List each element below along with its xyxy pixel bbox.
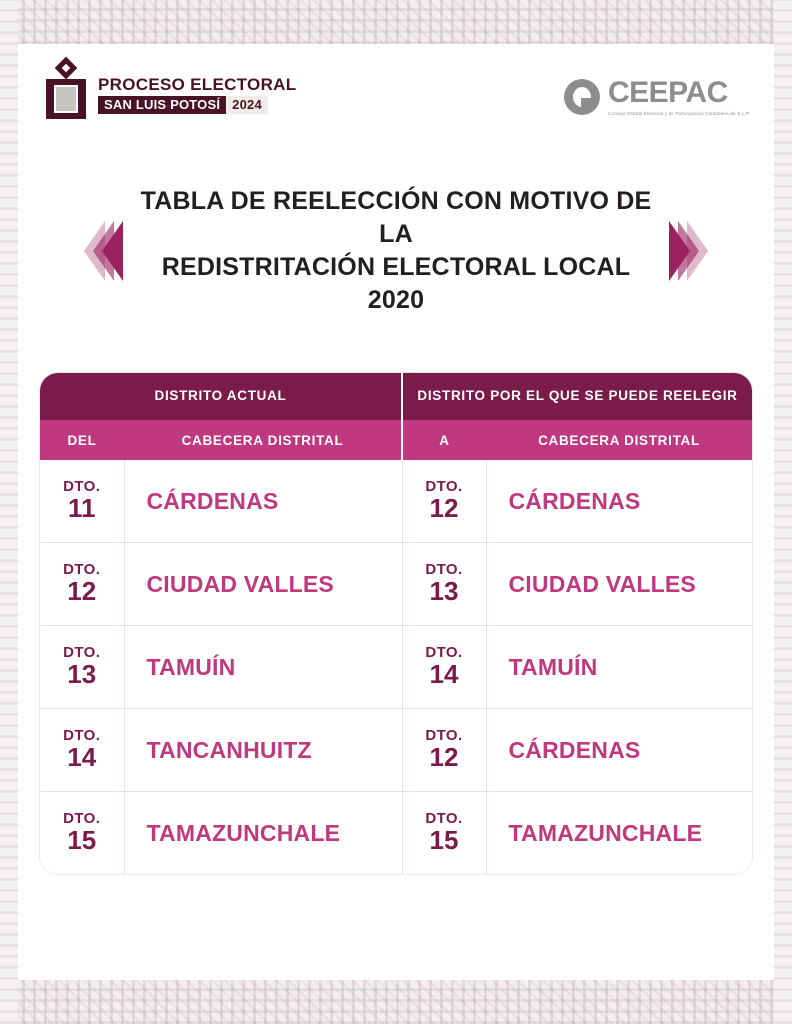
cell-to-district — [402, 543, 486, 626]
ceepac-tagline: Consejo Estatal Electoral y de Participación Ciudadana de S.L.P. — [607, 111, 750, 116]
dto-number: 12 — [429, 742, 459, 773]
dto-number: 14 — [67, 742, 97, 773]
cell-from-city: CÁRDENAS — [124, 460, 402, 543]
table-row — [40, 792, 752, 875]
cell-from-city: TAMAZUNCHALE — [124, 792, 402, 875]
table-row — [40, 460, 752, 543]
dto-number: 13 — [429, 576, 459, 607]
dto-label: DTO. — [63, 810, 101, 828]
dto-number: 12 — [67, 576, 97, 607]
dto-number: 15 — [67, 825, 97, 856]
column-header-a: A — [402, 420, 486, 460]
proceso-electoral-title: PROCESO ELECTORAL — [98, 75, 297, 94]
ceepac-name: CEEPAC — [607, 76, 728, 109]
dto-number: 15 — [429, 825, 459, 856]
cell-to-district — [402, 626, 486, 709]
cell-from-city: CIUDAD VALLES — [124, 543, 402, 626]
dto-number: 12 — [429, 493, 459, 524]
table-column-header-row — [40, 420, 752, 460]
column-header-del: DEL — [40, 420, 124, 460]
proceso-electoral-state: SAN LUIS POTOSÍ — [98, 96, 226, 114]
dto-number: 13 — [67, 659, 97, 690]
cell-from-city: TAMUÍN — [124, 626, 402, 709]
ceepac-logo — [564, 78, 750, 116]
cell-to-district — [402, 460, 486, 543]
dto-label: DTO. — [63, 644, 101, 662]
cell-from-district — [40, 460, 124, 543]
cell-from-city: TANCANHUITZ — [124, 709, 402, 792]
decorative-top-border — [0, 0, 792, 44]
cell-to-city: CÁRDENAS — [486, 460, 752, 543]
group-header-current-district: DISTRITO ACTUAL — [40, 373, 402, 420]
dto-number: 14 — [429, 659, 459, 690]
cell-to-district — [402, 792, 486, 875]
cell-from-district — [40, 626, 124, 709]
table-row — [40, 626, 752, 709]
dto-label: DTO. — [425, 644, 463, 662]
decorative-left-border — [0, 0, 18, 1024]
ceepac-swirl-icon — [564, 79, 600, 115]
page-title-line1: TABLA DE REELECCIÓN CON MOTIVO DE LA — [140, 187, 652, 248]
dto-label: DTO. — [63, 561, 101, 579]
cell-to-city: CÁRDENAS — [486, 709, 752, 792]
cell-to-district — [402, 709, 486, 792]
title-band — [0, 187, 792, 314]
table-row — [40, 709, 752, 792]
dto-label: DTO. — [425, 810, 463, 828]
cell-to-city: CIUDAD VALLES — [486, 543, 752, 626]
reelection-table-container — [40, 373, 752, 874]
double-chevron-left-icon — [90, 221, 117, 281]
proceso-electoral-year: 2024 — [226, 96, 268, 114]
table-row — [40, 543, 752, 626]
cell-from-district — [40, 792, 124, 875]
page-title — [131, 185, 661, 317]
proceso-electoral-logo — [42, 60, 296, 122]
dto-number: 11 — [68, 493, 96, 524]
double-chevron-right-icon — [675, 221, 702, 281]
page-title-line2: REDISTRITACIÓN ELECTORAL LOCAL 2020 — [161, 253, 631, 314]
cell-from-district — [40, 709, 124, 792]
decorative-right-border — [774, 0, 792, 1024]
dto-label: DTO. — [425, 561, 463, 579]
column-header-cabecera-distrital-actual: CABECERA DISTRITAL — [124, 420, 402, 460]
table-group-header-row — [40, 373, 752, 420]
ballot-box-icon — [42, 60, 90, 122]
reelection-table — [40, 373, 752, 874]
dto-label: DTO. — [425, 478, 463, 496]
cell-to-city: TAMAZUNCHALE — [486, 792, 752, 875]
column-header-cabecera-distrital-reeleccion: CABECERA DISTRITAL — [486, 420, 752, 460]
group-header-reelection-district: DISTRITO POR EL QUE SE PUEDE REELEGIR — [402, 373, 752, 420]
header — [0, 56, 792, 146]
dto-label: DTO. — [63, 727, 101, 745]
dto-label: DTO. — [425, 727, 463, 745]
cell-from-district — [40, 543, 124, 626]
cell-to-city: TAMUÍN — [486, 626, 752, 709]
dto-label: DTO. — [63, 478, 101, 496]
decorative-bottom-border — [0, 980, 792, 1024]
